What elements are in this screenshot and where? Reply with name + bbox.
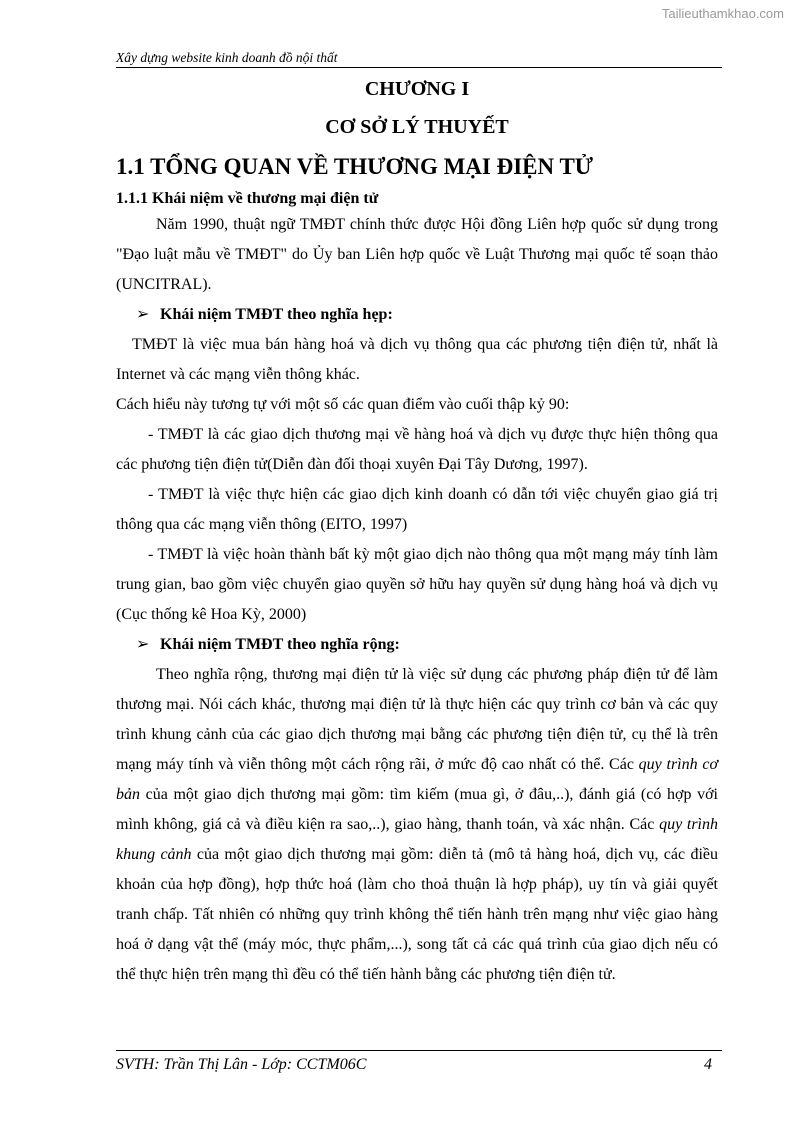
subsection-heading: 1.1.1 Khái niệm về thương mại điện tử [116,190,379,207]
arrow-bullet-icon: ➢ [136,636,150,653]
paragraph-7-text: của một giao dịch thương mại gồm: tìm kiếm (mua gì, ở đâu,..), đánh giá (có hợp với mình không, giá cả và điều kiện ra sao,..), giao hàng, thanh toán, và xác nhận. Các [116,786,718,833]
term-basic-processes: quy trình cơ bản [116,756,719,803]
chapter-number: CHƯƠNG I [364,78,470,100]
page-body [116,76,718,990]
paragraph-5: - TMĐT là việc thực hiện các giao dịch kinh doanh có dẫn tới việc chuyển giao giá trị thông qua các mạng viễn thông (EITO, 1997) [116,486,718,533]
paragraph-7 [116,660,718,990]
paragraph-1: Năm 1990, thuật ngữ TMĐT chính thức được Hội đồng Liên hợp quốc sử dụng trong "Đạo luật mẫu về TMĐT" do Ủy ban Liên hợp quốc về Luật Thương mại quốc tế soạn thảo (UNCITRAL). [116,216,718,293]
section-heading: 1.1 TỔNG QUAN VỀ THƯƠNG MẠI ĐIỆN TỬ [116,154,594,179]
arrow-bullet-icon: ➢ [136,306,150,323]
running-footer [116,1056,712,1074]
footer-divider [116,1050,722,1051]
chapter-title: CƠ SỞ LÝ THUYẾT [325,116,509,138]
paragraph-6: - TMĐT là việc hoàn thành bất kỳ một giao dịch nào thông qua một mạng máy tính làm trung gian, bao gồm việc chuyển giao quyền sở hữu hay quyền sử dụng hàng hoá và dịch vụ (Cục thống kê Hoa Kỳ, 2000) [116,546,718,623]
paragraph-7-text: của một giao dịch thương mại gồm: diễn tả (mô tả hàng hoá, dịch vụ, các điều khoản của hợp đồng), hợp thức hoá (làm cho thoả thuận là hợp pháp), uy tín và giải quyết tranh chấp. Tất nhiên có những quy trình không thể tiến hành trên mạng như việc giao hàng hoá ở dạng vật thể (máy móc, thực phẩm,...), song tất cả các quá trình của giao dịch nếu có thể thực hiện trên mạng thì đều có thể tiến hành bằng các phương tiện điện tử. [116,846,718,983]
bullet-label: Khái niệm TMĐT theo nghĩa hẹp: [160,306,393,323]
bullet-broad-definition [116,630,718,660]
footer-author: SVTH: Trần Thị Lân - Lớp: CCTM06C [116,1056,367,1073]
page-number: 4 [704,1056,712,1073]
paragraph-7-text: Theo nghĩa rộng, thương mại điện tử là việc sử dụng các phương pháp điện tử để làm thương mại. Nói cách khác, thương mại điện tử là thực hiện các quy trình cơ bản và các quy trình khung cảnh của các giao dịch thương mại bằng các phương tiện điện tử, cụ thể là trên mạng máy tính và viễn thông một cách rộng rãi, ở mức độ cao nhất có thể. Các [116,666,718,773]
running-header: Xây dựng website kinh doanh đồ nội thất [116,50,722,68]
bullet-narrow-definition [116,300,718,330]
paragraph-3: Cách hiểu này tương tự với một số các quan điểm vào cuối thập kỷ 90: [116,396,570,413]
watermark: Tailieuthamkhao.com [661,6,784,21]
paragraph-2: TMĐT là việc mua bán hàng hoá và dịch vụ thông qua các phương tiện điện tử, nhất là Internet và các mạng viễn thông khác. [116,336,718,383]
paragraph-4: - TMĐT là các giao dịch thương mại về hàng hoá và dịch vụ được thực hiện thông qua các phương tiện điện tử(Diễn đàn đối thoại xuyên Đại Tây Dương, 1997). [116,426,718,473]
term-context-processes: quy trình khung cảnh [116,816,718,863]
bullet-label: Khái niệm TMĐT theo nghĩa rộng: [160,636,400,653]
